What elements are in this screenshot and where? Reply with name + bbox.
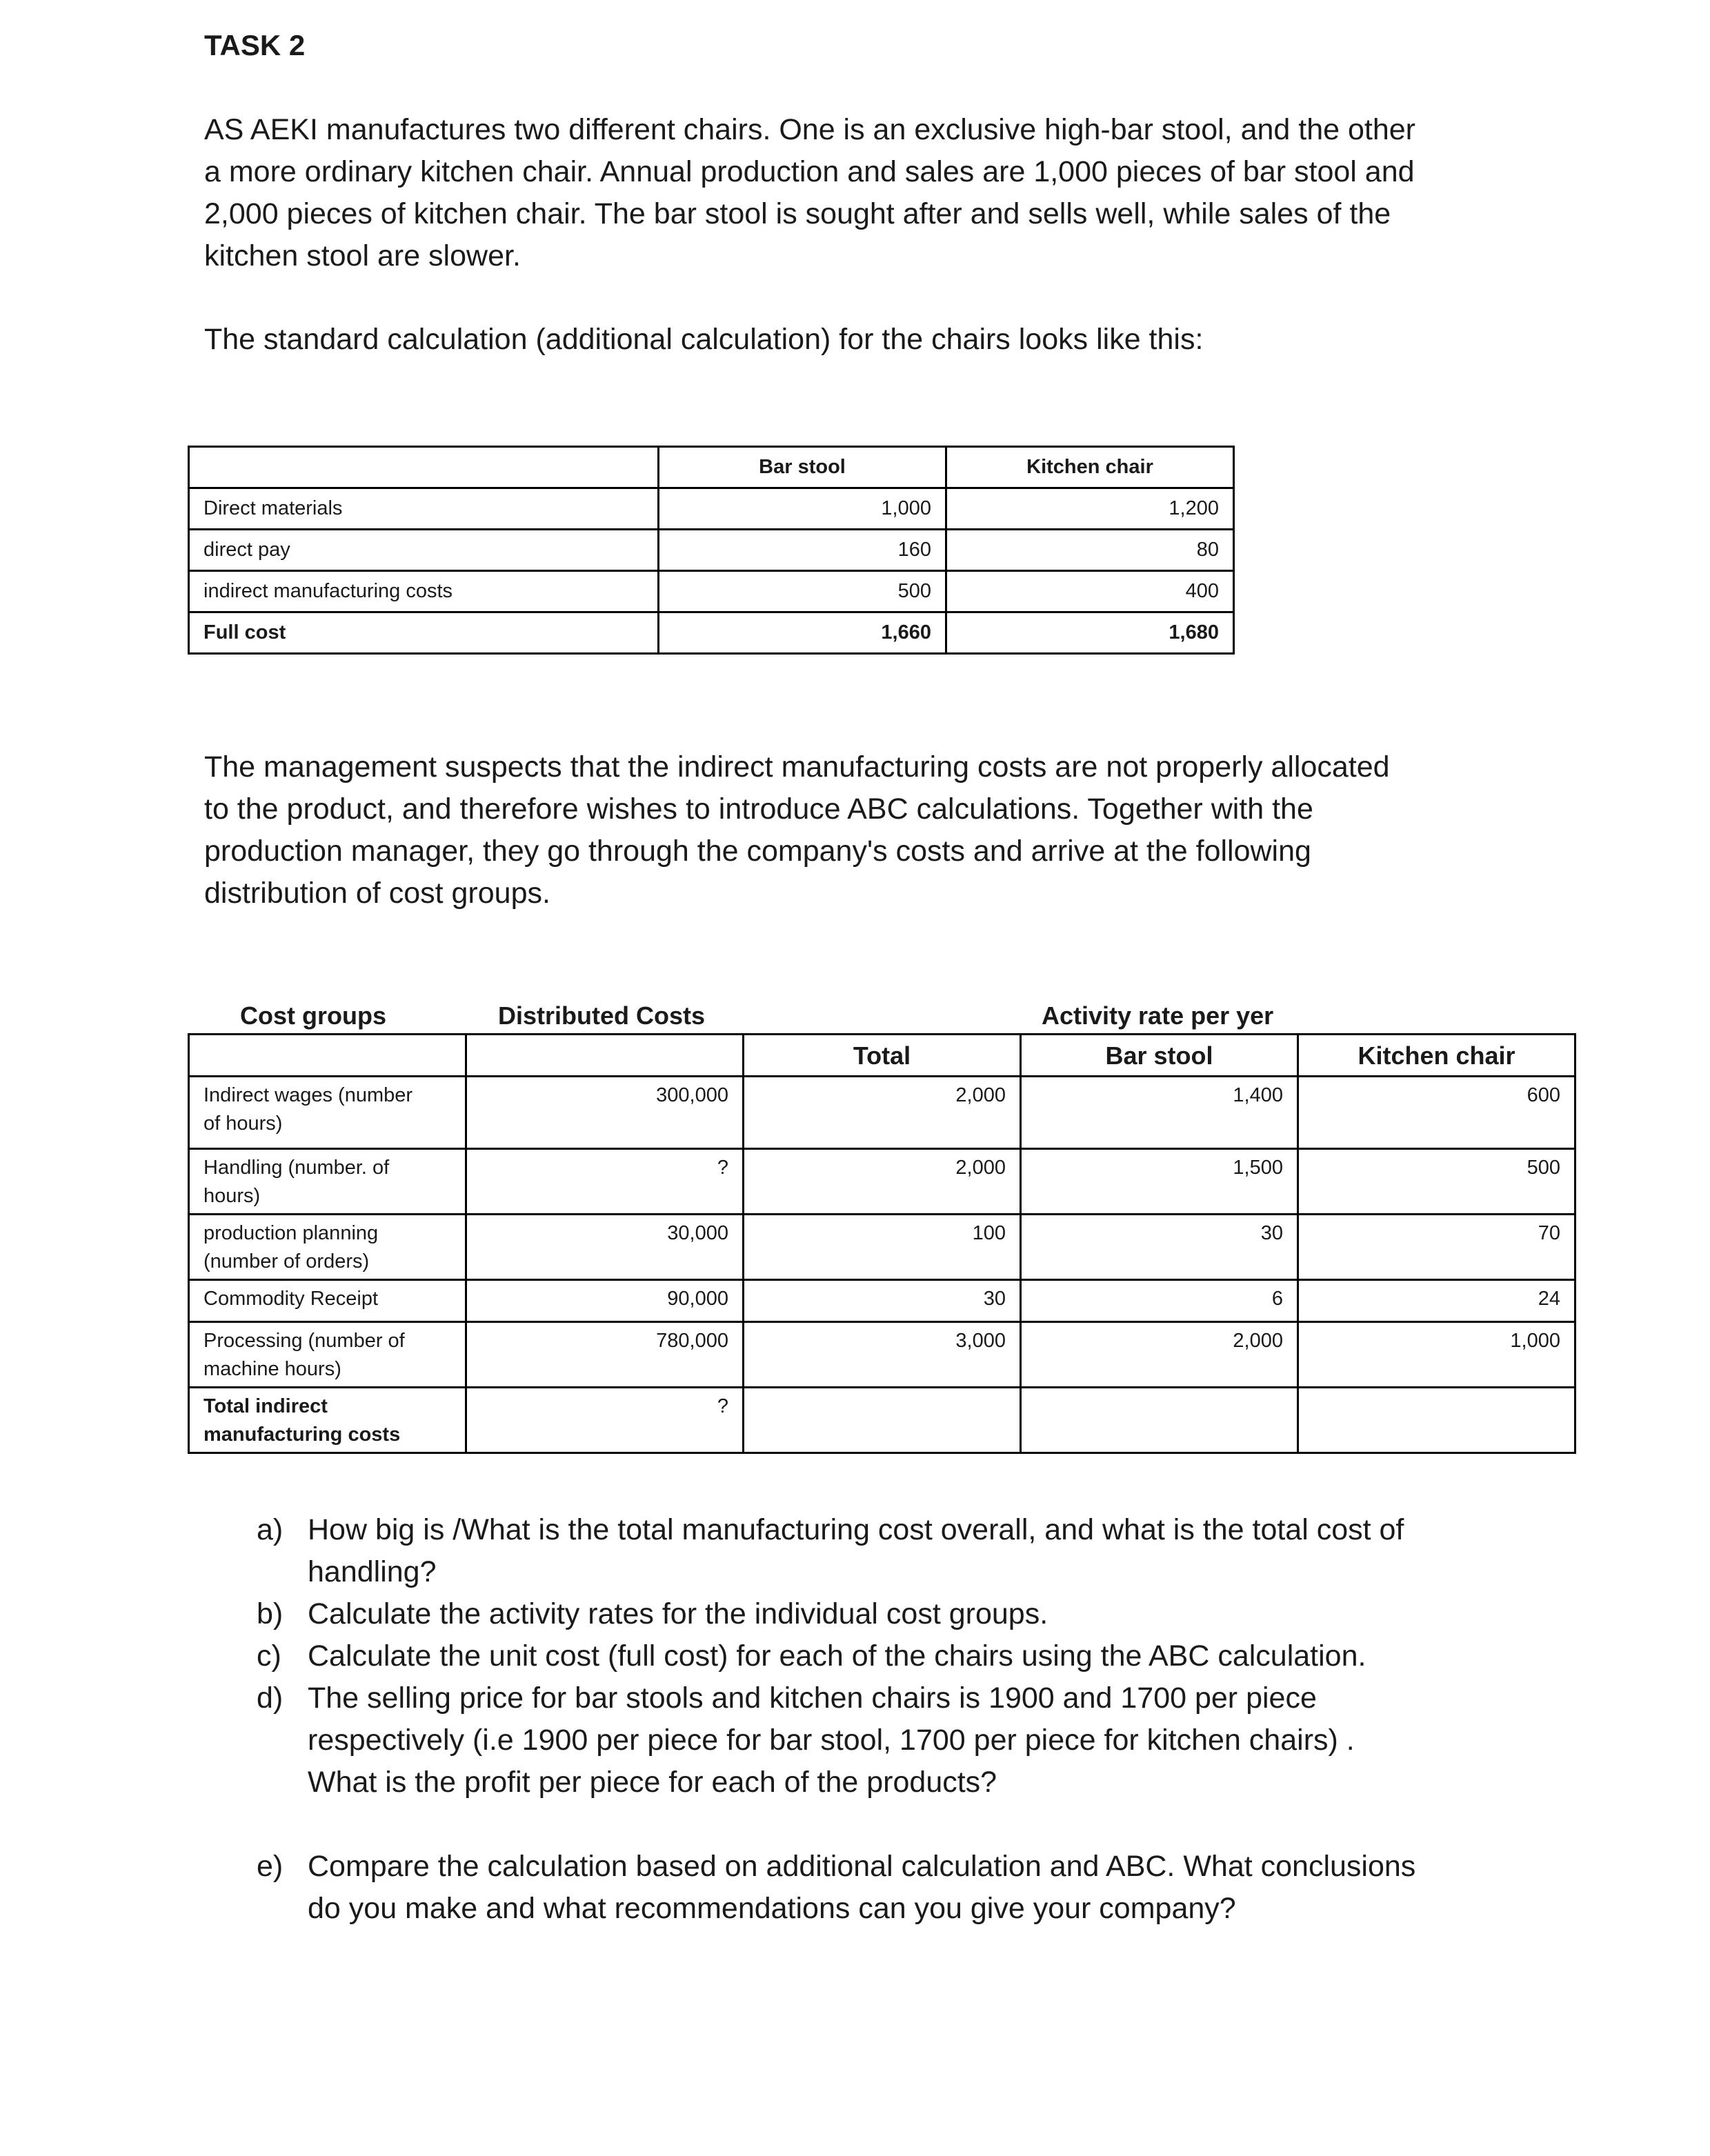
cost-group-label: Processing (number of machine hours) <box>189 1322 466 1388</box>
table-row <box>189 488 1234 530</box>
row-label: indirect manufacturing costs <box>189 571 659 612</box>
question-b: b) Calculate the activity rates for the individual cost groups. <box>257 1593 1404 1635</box>
bar-stool-activity <box>1021 1388 1298 1453</box>
question-e: e) Compare the calculation based on additional calculation and ABC. What conclusions do you make and what recommendations can you give your company? <box>257 1846 1415 1930</box>
standard-calc-paragraph <box>204 319 1203 361</box>
total-activity: 100 <box>744 1215 1021 1280</box>
total-activity: 2,000 <box>744 1077 1021 1149</box>
table-row <box>189 1322 1575 1388</box>
total-activity: 3,000 <box>744 1322 1021 1388</box>
management-line: production manager, they go through the company's costs and arrive at the following <box>204 835 1311 868</box>
total-row <box>189 612 1234 654</box>
question-list-e <box>257 1846 1415 1930</box>
bar-stool-activity: 30 <box>1021 1215 1298 1280</box>
header-empty <box>189 447 659 488</box>
kitchen-chair-value: 80 <box>946 530 1234 571</box>
kitchen-chair-activity: 600 <box>1298 1077 1575 1149</box>
question-d: d) The selling price for bar stools and kitchen chairs is 1900 and 1700 per piece respectively (i.e 1900 per piece for bar stool, 1700 per piece for kitchen chairs) . What is the profit per piece for each of the products? <box>257 1677 1404 1804</box>
distributed-cost: 300,000 <box>466 1077 744 1149</box>
kitchen-chair-value: 400 <box>946 571 1234 612</box>
bar-stool-activity: 1,500 <box>1021 1149 1298 1215</box>
total-activity <box>744 1388 1021 1453</box>
intro-line: 2,000 pieces of kitchen chair. The bar stool is sought after and sells well, while sales of the <box>204 197 1391 230</box>
task-heading: TASK 2 <box>204 29 306 61</box>
total-row <box>189 1388 1575 1453</box>
management-paragraph <box>204 746 1390 915</box>
header-kitchen-chair: Kitchen chair <box>946 447 1234 488</box>
table-header-row <box>189 1035 1575 1077</box>
total-activity: 2,000 <box>744 1149 1021 1215</box>
intro-line: kitchen stool are slower. <box>204 239 521 272</box>
cost-group-label: Commodity Receipt <box>189 1280 466 1322</box>
header-empty <box>466 1035 744 1077</box>
kitchen-chair-value: 1,680 <box>946 612 1234 654</box>
question-letter: e) <box>257 1850 284 1883</box>
bar-stool-value: 500 <box>659 571 946 612</box>
kitchen-chair-activity: 24 <box>1298 1280 1575 1322</box>
management-line: to the product, and therefore wishes to introduce ABC calculations. Together with the <box>204 792 1313 826</box>
header-total: Total <box>744 1035 1021 1077</box>
table-row <box>189 1215 1575 1280</box>
distributed-cost: 30,000 <box>466 1215 744 1280</box>
question-letter: c) <box>257 1639 281 1673</box>
table-row <box>189 1149 1575 1215</box>
question-letter: b) <box>257 1597 284 1630</box>
total-activity: 30 <box>744 1280 1021 1322</box>
distributed-cost: 780,000 <box>466 1322 744 1388</box>
kitchen-chair-value: 1,200 <box>946 488 1234 530</box>
question-a: a) How big is /What is the total manufacturing cost overall, and what is the total cost of handling? <box>257 1509 1404 1593</box>
question-c: c) Calculate the unit cost (full cost) for each of the chairs using the ABC calculation. <box>257 1635 1404 1677</box>
cost-group-label: production planning (number of orders) <box>189 1215 466 1280</box>
bar-stool-activity: 6 <box>1021 1280 1298 1322</box>
intro-line: a more ordinary kitchen chair. Annual production and sales are 1,000 pieces of bar stool and <box>204 155 1415 188</box>
header-kitchen-chair: Kitchen chair <box>1298 1035 1575 1077</box>
cost-group-label: Indirect wages (number of hours) <box>189 1077 466 1149</box>
kitchen-chair-activity: 70 <box>1298 1215 1575 1280</box>
question-list <box>257 1509 1404 1804</box>
header-empty <box>189 1035 466 1077</box>
question-letter: a) <box>257 1513 284 1546</box>
row-label: Direct materials <box>189 488 659 530</box>
question-letter: d) <box>257 1681 284 1715</box>
cost-groups-heading: Cost groups <box>240 1001 386 1030</box>
cost-group-label: Handling (number. of hours) <box>189 1149 466 1215</box>
distributed-costs-heading: Distributed Costs <box>498 1001 706 1030</box>
standard-calc-text: The standard calculation (additional calculation) for the chairs looks like this: <box>204 323 1204 356</box>
header-bar-stool: Bar stool <box>659 447 946 488</box>
kitchen-chair-activity: 1,000 <box>1298 1322 1575 1388</box>
activity-rate-heading: Activity rate per yer <box>1042 1001 1274 1030</box>
cost-groups-table <box>188 1033 1576 1454</box>
table-row <box>189 1280 1575 1322</box>
table-row <box>189 1077 1575 1149</box>
header-bar-stool: Bar stool <box>1021 1035 1298 1077</box>
bar-stool-value: 1,660 <box>659 612 946 654</box>
standard-calc-table <box>188 446 1235 655</box>
table-row <box>189 530 1234 571</box>
bar-stool-activity: 2,000 <box>1021 1322 1298 1388</box>
intro-line: AS AEKI manufactures two different chairs. One is an exclusive high-bar stool, and the other <box>204 113 1415 146</box>
kitchen-chair-activity <box>1298 1388 1575 1453</box>
distributed-cost: ? <box>466 1149 744 1215</box>
bar-stool-value: 1,000 <box>659 488 946 530</box>
distributed-cost: ? <box>466 1388 744 1453</box>
row-label: direct pay <box>189 530 659 571</box>
distributed-cost: 90,000 <box>466 1280 744 1322</box>
management-line: The management suspects that the indirect manufacturing costs are not properly allocated <box>204 750 1390 783</box>
table-header-row <box>189 447 1234 488</box>
bar-stool-value: 160 <box>659 530 946 571</box>
bar-stool-activity: 1,400 <box>1021 1077 1298 1149</box>
kitchen-chair-activity: 500 <box>1298 1149 1575 1215</box>
table-row <box>189 571 1234 612</box>
intro-paragraph <box>204 109 1415 277</box>
cost-group-label: Total indirect manufacturing costs <box>189 1388 466 1453</box>
management-line: distribution of cost groups. <box>204 877 550 910</box>
row-label: Full cost <box>189 612 659 654</box>
